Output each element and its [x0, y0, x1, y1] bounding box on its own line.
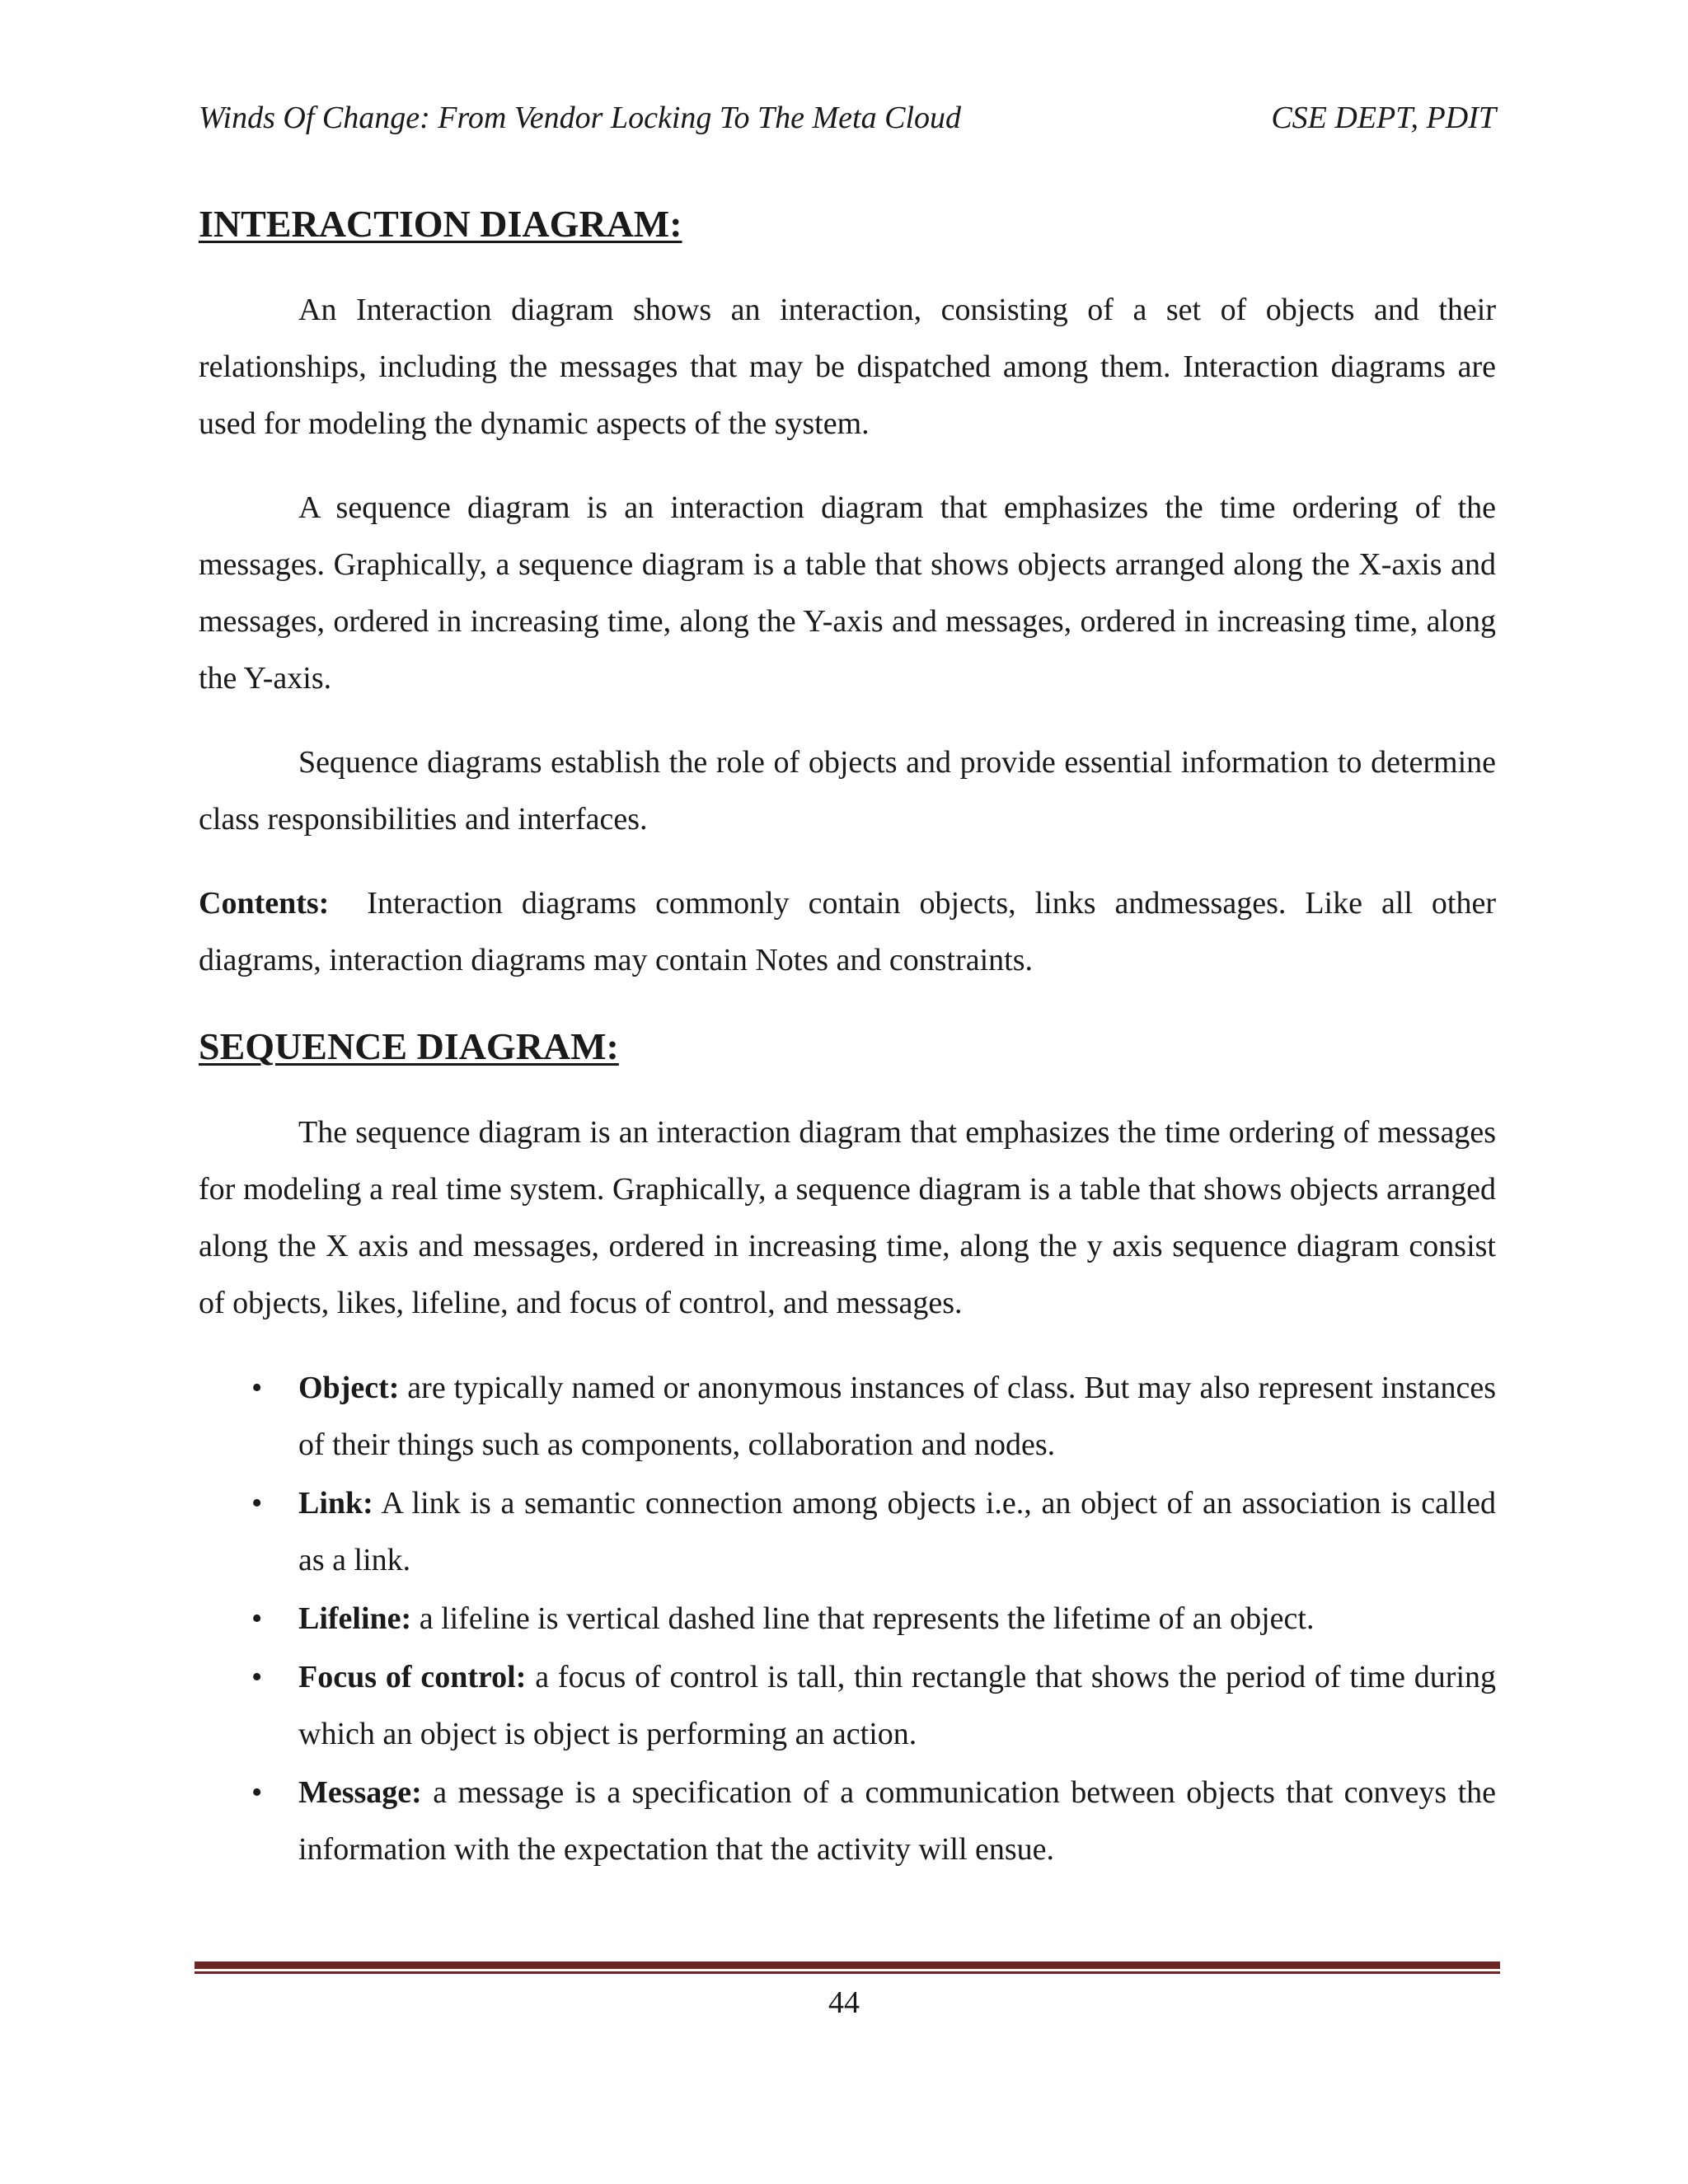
sequence-diagram-section: [199, 1014, 1496, 1878]
page-body: [199, 191, 1496, 1880]
contents-label: Contents:: [199, 886, 330, 921]
bullet-term: Object:: [298, 1371, 400, 1405]
bullet-term: Link:: [298, 1486, 373, 1521]
header-title: Winds Of Change: From Vendor Locking To The Meta Cloud: [199, 101, 962, 135]
contents-text: Interaction diagrams commonly contain objects, links andmessages. Like all other diagrams, interaction diagrams may contain Notes and constraints.: [199, 886, 1496, 977]
bullet-icon: •: [251, 1601, 263, 1636]
bullet-icon: •: [251, 1486, 263, 1521]
bullet-icon: •: [251, 1775, 263, 1810]
list-item-object: [199, 1360, 1496, 1474]
sequence-diagram-heading: SEQUENCE DIAGRAM:: [199, 1025, 619, 1067]
interaction-diagram-heading: INTERACTION DIAGRAM:: [199, 203, 682, 245]
bullet-icon: •: [251, 1660, 263, 1694]
sequence-elements-list: [199, 1360, 1496, 1878]
bullet-text: a message is a specification of a communication between objects that conveys the information with the expectation that the activity will ensue.: [298, 1775, 1497, 1867]
list-item-lifeline: [199, 1591, 1496, 1647]
bullet-term: Message:: [298, 1775, 422, 1810]
bullet-term: Focus of control:: [298, 1660, 527, 1694]
list-item-link: [199, 1475, 1496, 1589]
list-item-message: [199, 1765, 1496, 1878]
list-item-focus-of-control: [199, 1649, 1496, 1763]
footer-divider: [195, 1961, 1500, 1974]
interaction-paragraph-2: A sequence diagram is an interaction diagram that emphasizes the time ordering of the messages. Graphically, a sequence diagram is a table that shows objects arranged along the X-axis and messages, ordered in increasing time, along the Y-axis and messages, ordered in increasing time, along the Y-axis.: [199, 490, 1496, 696]
bullet-text: A link is a semantic connection among objects i.e., an object of an association is called as a link.: [298, 1486, 1496, 1577]
bullet-text: a lifeline is vertical dashed line that represents the lifetime of an object.: [419, 1601, 1315, 1636]
header-dept: CSE DEPT, PDIT: [1271, 101, 1496, 135]
interaction-paragraph-3: Sequence diagrams establish the role of objects and provide essential information to determine class responsibilities and interfaces.: [199, 745, 1496, 837]
running-header: [199, 97, 1496, 138]
bullet-term: Lifeline:: [298, 1601, 412, 1636]
bullet-text: a focus of control is tall, thin rectangle that shows the period of time during which an object is object is performing an action.: [298, 1660, 1497, 1751]
bullet-icon: •: [251, 1371, 263, 1405]
interaction-diagram-section: [199, 191, 1496, 989]
sequence-paragraph-1: The sequence diagram is an interaction diagram that emphasizes the time ordering of messages for modeling a real time system. Graphically, a sequence diagram is a table that shows objects arranged along the X axis and messages, ordered in increasing time, along the y axis sequence diagram consist of objects, likes, lifeline, and focus of control, and messages.: [199, 1115, 1496, 1320]
contents-paragraph: [199, 875, 1496, 989]
bullet-text: are typically named or anonymous instances of class. But may also represent instances of their things such as components, collaboration and nodes.: [298, 1371, 1496, 1462]
interaction-paragraph-1: An Interaction diagram shows an interaction, consisting of a set of objects and their relationships, including the messages that may be dispatched among them. Interaction diagrams are used for modeling the dynamic aspects of the system.: [199, 293, 1496, 441]
page-number: 44: [828, 1985, 860, 2020]
